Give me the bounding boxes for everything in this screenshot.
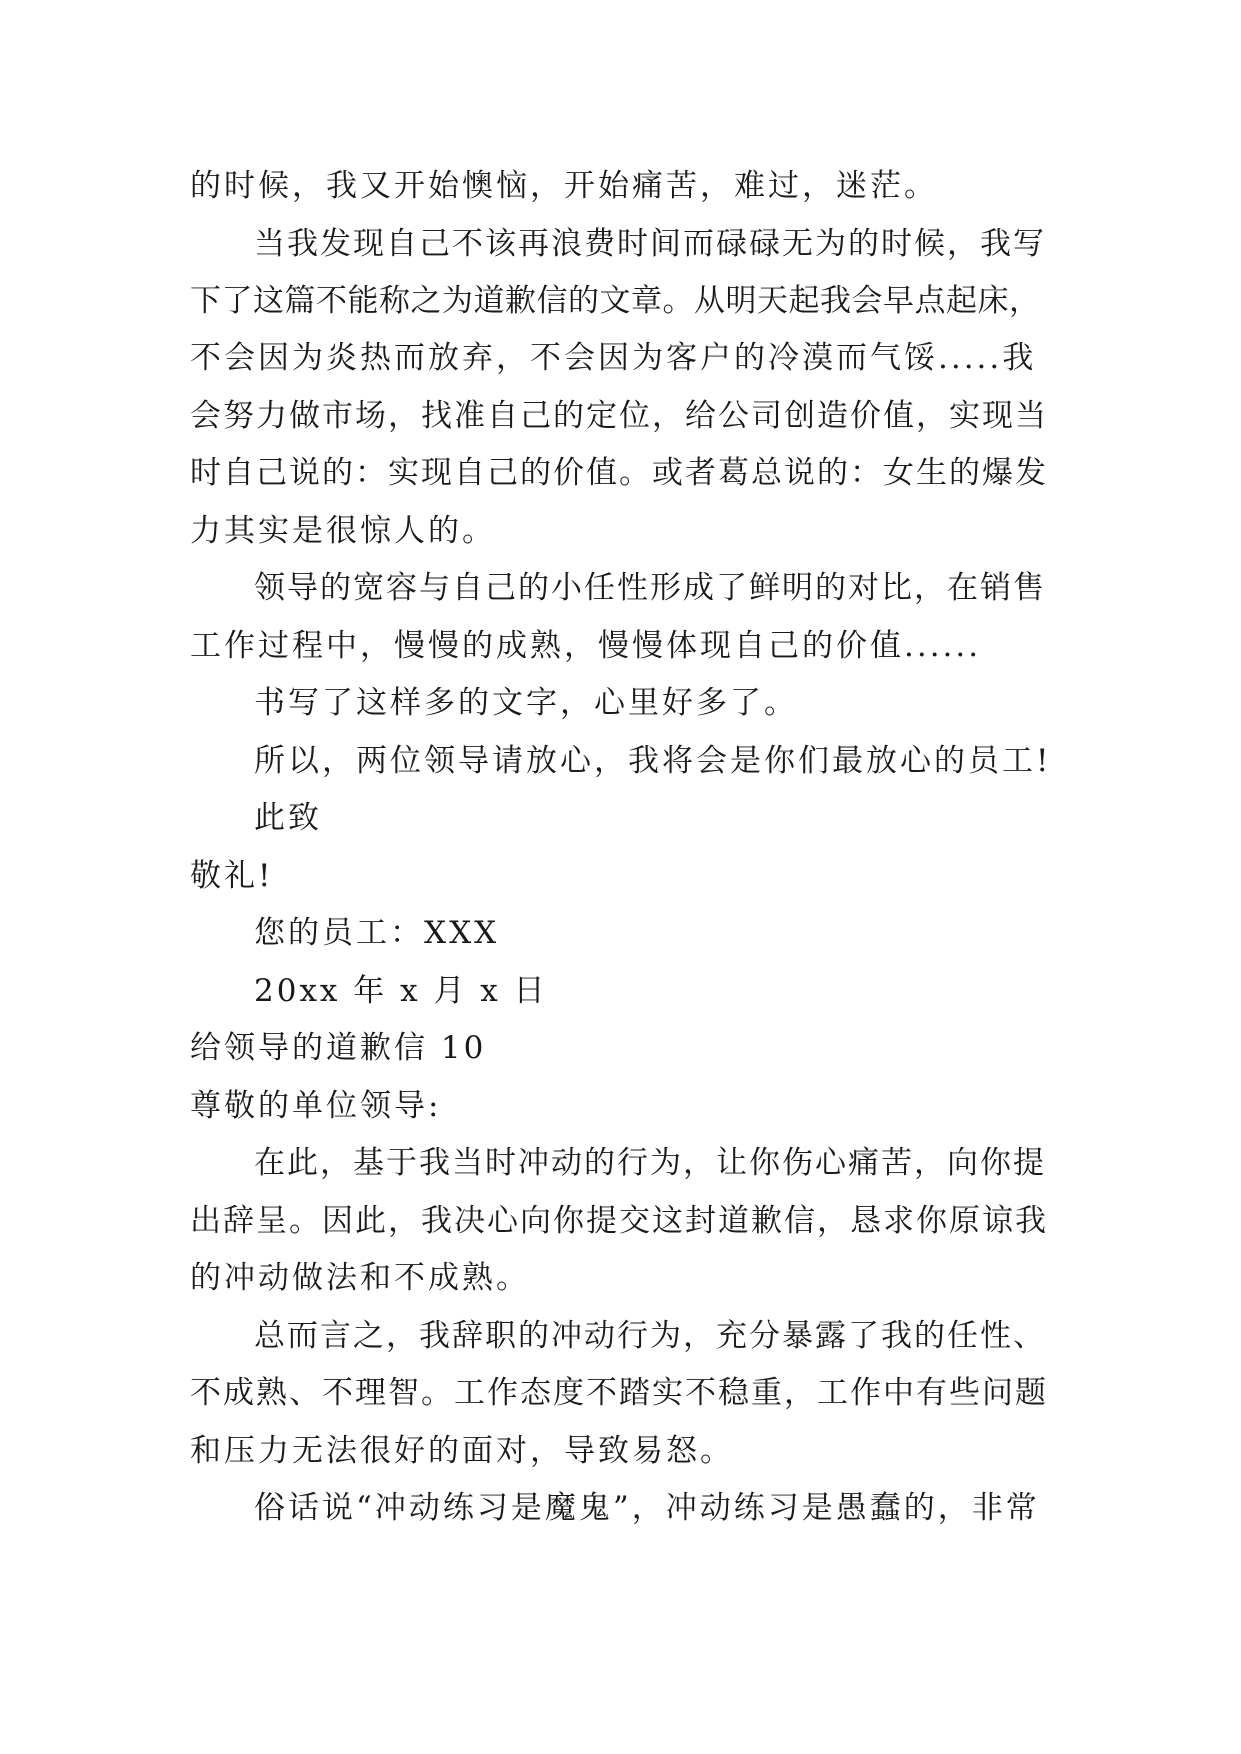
- text-line: 所以，两位领导请放心，我将会是你们最放心的员工!: [254, 743, 1052, 779]
- closing-line: 此致: [254, 800, 322, 836]
- text-line: 下了这篇不能称之为道歉信的文章。从明天起我会早点起床，: [190, 283, 1041, 319]
- text-line: 的时候，我又开始懊恼，开始痛苦，难过，迷茫。: [190, 168, 938, 204]
- text-line: 领导的宽容与自己的小任性形成了鲜明的对比，在销售: [254, 570, 1046, 606]
- text-line: 的冲动做法和不成熟。: [190, 1260, 530, 1296]
- text-line: 会努力做市场，找准自己的定位，给公司创造价值，实现当: [190, 398, 1048, 434]
- text-line: 力其实是很惊人的。: [190, 513, 496, 549]
- text-line: 总而言之，我辞职的冲动行为，充分暴露了我的任性、: [254, 1318, 1046, 1354]
- text-line: 时自己说的：实现自己的价值。或者葛总说的：女生的爆发: [190, 455, 1048, 491]
- text-line: 和压力无法很好的面对，导致易怒。: [190, 1433, 734, 1469]
- date-line: 20xx 年 x 月 x 日: [254, 973, 548, 1009]
- section-title: 给领导的道歉信 10: [190, 1030, 487, 1066]
- text-line: 出辞呈。因此，我决心向你提交这封道歉信，恳求你原谅我: [190, 1203, 1048, 1239]
- signature-line: 您的员工：XXX: [254, 915, 500, 951]
- text-line: 书写了这样多的文字，心里好多了。: [254, 685, 798, 721]
- closing-line: 敬礼!: [190, 858, 274, 894]
- text-line: 当我发现自己不该再浪费时间而碌碌无为的时候，我写: [254, 226, 1046, 262]
- salutation-line: 尊敬的单位领导:: [190, 1088, 442, 1124]
- text-line: 俗话说“冲动练习是魔鬼”，冲动练习是愚蠢的，非常: [254, 1490, 1040, 1526]
- text-line: 不成熟、不理智。工作态度不踏实不稳重，工作中有些问题: [190, 1375, 1048, 1411]
- text-line: 工作过程中，慢慢的成熟，慢慢体现自己的价值......: [190, 628, 982, 664]
- text-line: 在此，基于我当时冲动的行为，让你伤心痛苦，向你提: [254, 1145, 1046, 1181]
- text-line: 不会因为炎热而放弃，不会因为客户的冷漠而气馁.....我: [190, 340, 1037, 376]
